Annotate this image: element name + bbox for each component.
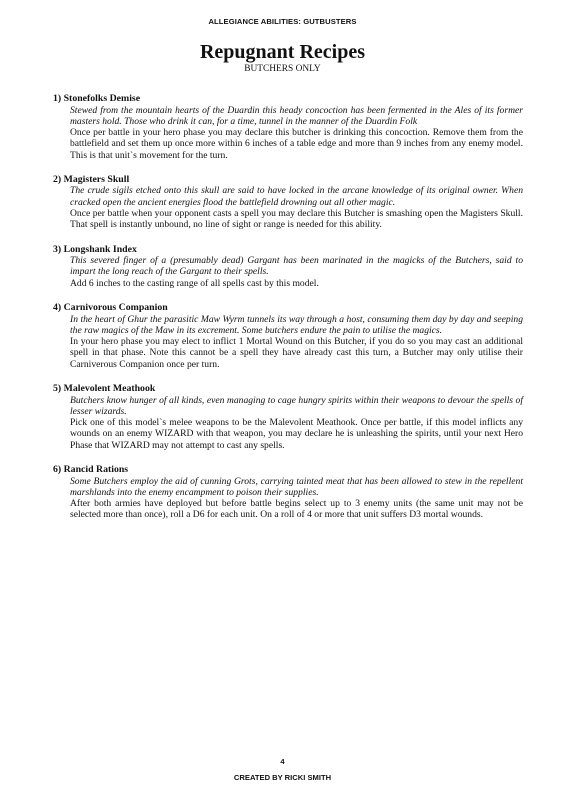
rule-name: 2) Magisters Skull: [53, 173, 130, 185]
document-footer: CREATED BY RICKI SMITH: [233, 773, 332, 782]
document-header: ALLEGIANCE ABILITIES: GUTBUSTERS: [208, 17, 357, 26]
rule-malevolent-meathook: [53, 383, 523, 451]
page-title: Repugnant Recipes: [199, 41, 365, 63]
rule-rancid-rations: [53, 464, 523, 521]
rule-effect-text: Once per battle in your hero phase you may declare this butcher is drinking this concoction. Remove them from the battlefield and set them up once more within 6 inches of a table edge and more than 9 inches from any enemy model. This is that unit`s movement for the turn.: [70, 127, 523, 161]
rule-name: 6) Rancid Rations: [53, 464, 129, 476]
rule-name: 1) Stonefolks Demise: [53, 93, 141, 104]
rule-effect-text: In your hero phase you may elect to inflict 1 Mortal Wound on this Butcher, if you do so you may cast an additional spell in that phase. Note this cannot be a spell they have already cast this turn, a Butcher may only utilise their Carniverous Companion once per turn.: [70, 336, 523, 370]
rule-flavor-text: This severed finger of a (presumably dead) Gargant has been marinated in the magicks of the Butchers, said to impart the long reach of the Gargant to their spells.: [70, 255, 523, 278]
rule-name: 4) Carnivorous Companion: [53, 302, 168, 314]
rule-effect-text: After both armies have deployed but before battle begins select up to 3 enemy units (the same unit may not be selected more than once), roll a D6 for each unit. On a roll of 4 or more that unit suffers D3 mortal wounds.: [70, 498, 523, 521]
page-subtitle: BUTCHERS ONLY: [244, 64, 321, 74]
rule-flavor-text: Stewed from the mountain hearts of the Duardin this heady concoction has been fermented in the Ales of its former masters hold. Those who drink it can, for a time, tunnel in the manner of the Duardin Folk: [70, 104, 523, 127]
rule-flavor-text: Some Butchers employ the aid of cunning Grots, carrying tainted meat that has been allowed to stew in the repellent marshlands into the enemy encampment to poison their supplies.: [70, 475, 523, 498]
rule-magisters-skull: [53, 174, 523, 231]
rule-name: 5) Malevolent Meathook: [53, 383, 156, 395]
rule-flavor-text: In the heart of Ghur the parasitic Maw Wyrm tunnels its way through a host, consuming them day by day and seeping the raw magics of the Maw in its excrement. Some butchers endure the pain to utilise the magics.: [70, 313, 523, 336]
rule-flavor-text: The crude sigils etched onto this skull are said to have locked in the arcane knowledge of its original owner. When cracked open the ancient energies flood the battlefield drowning out all other magic.: [70, 185, 523, 208]
rule-effect-text: Once per battle when your opponent casts a spell you may declare this Butcher is smashing open the Magisters Skull. That spell is instantly unbound, no line of sight or range is needed for this ability.: [70, 208, 523, 231]
rule-effect-text: Add 6 inches to the casting range of all spells cast by this model.: [70, 277, 319, 289]
rule-stonefolks-demise: [53, 93, 523, 161]
rules-list: [53, 93, 523, 534]
page-number: 4: [280, 757, 285, 766]
rule-name: 3) Longshank Index: [53, 243, 137, 255]
rule-longshank-index: [53, 244, 523, 289]
rule-carnivorous-companion: [53, 302, 523, 370]
rule-flavor-text: Butchers know hunger of all kinds, even managing to cage hungry spirits within their weapons to devour the spells of lesser wizards.: [70, 394, 523, 417]
rule-effect-text: Pick one of this model`s melee weapons to be the Malevolent Meathook. Once per battle, if this model inflicts any wounds on an enemy WIZARD with that weapon, you may declare he is unleashing the spirits, until your next Hero Phase that WIZARD may not attempt to cast any spells.: [70, 417, 523, 451]
